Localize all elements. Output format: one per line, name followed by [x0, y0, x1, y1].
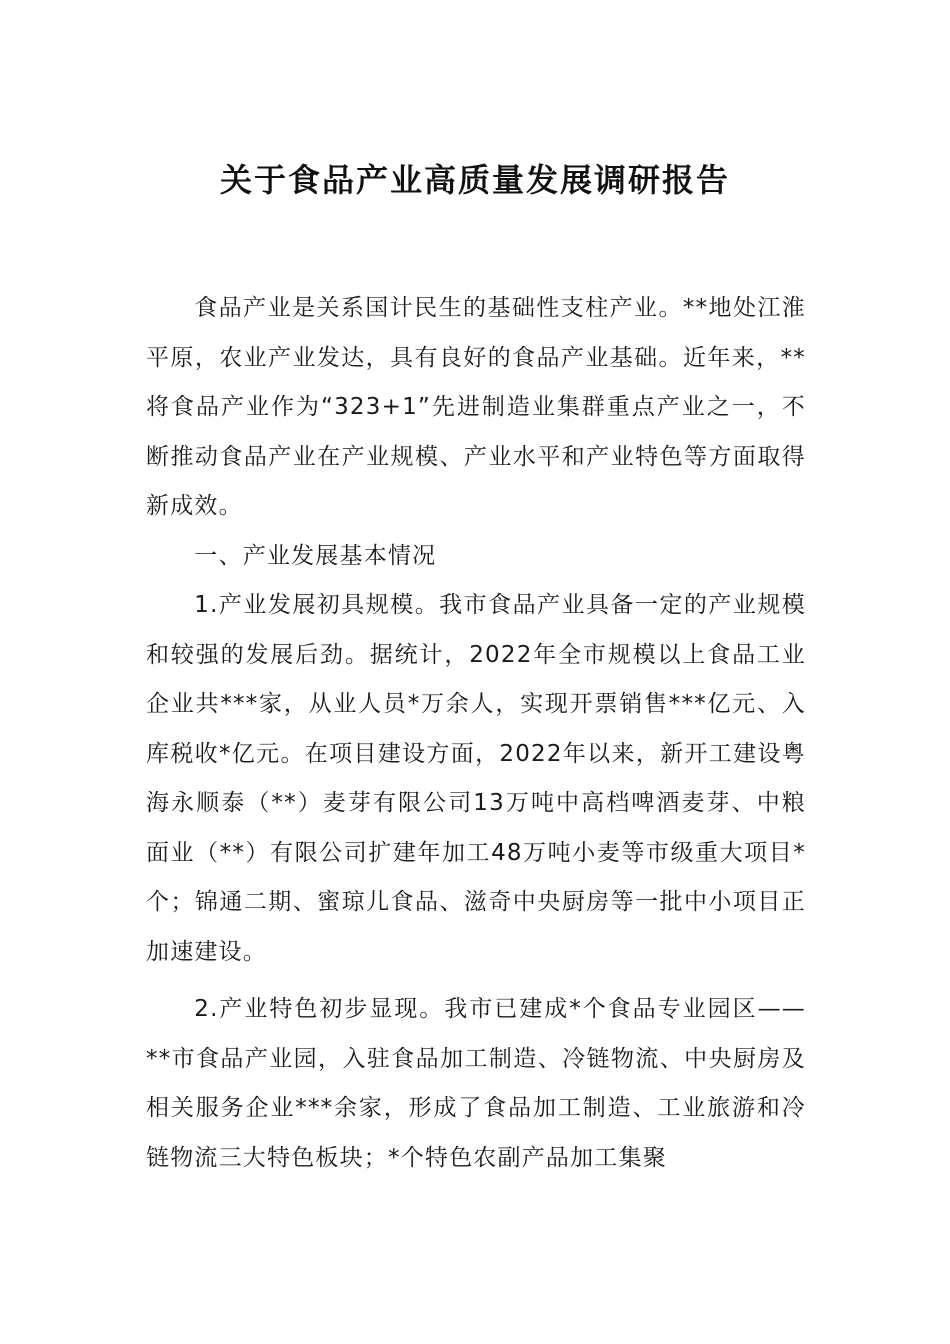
paragraph-scale: 1.产业发展初具规模。我市食品产业具备一定的产业规模和较强的发展后劲。据统计，2022年全市规模以上食品工业企业共***家，从业人员*万余人，实现开票销售***亿元、入库税收*亿元。在项目建设方面，2022年以来，新开工建设粤海永顺泰（**）麦芽有限公司13万吨中高档啤酒麦芽、中粮面业（**）有限公司扩建年加工48万吨小麦等市级重大项目*个；锦通二期、蜜琼儿食品、滋奇中央厨房等一批中小项目正加速建设。	[146, 592, 806, 965]
paragraph-features: 2.产业特色初步显现。我市已建成*个食品专业园区——**市食品产业园，入驻食品加工制造、冷链物流、中央厨房及相关服务企业***余家，形成了食品加工制造、工业旅游和冷链物流三大特色板块；*个特色农副产品加工集聚	[146, 996, 806, 1171]
document-title: 关于食品产业高质量发展调研报告	[219, 161, 730, 199]
document-body	[146, 284, 806, 1183]
section-heading: 一、产业发展基本情况	[194, 542, 437, 569]
paragraph-intro: 食品产业是关系国计民生的基础性支柱产业。**地处江淮平原，农业产业发达，具有良好的食品产业基础。近年来，**将食品产业作为“323+1”先进制造业集群重点产业之一，不断推动食品产业在产业规模、产业水平和产业特色等方面取得新成效。	[146, 295, 806, 519]
